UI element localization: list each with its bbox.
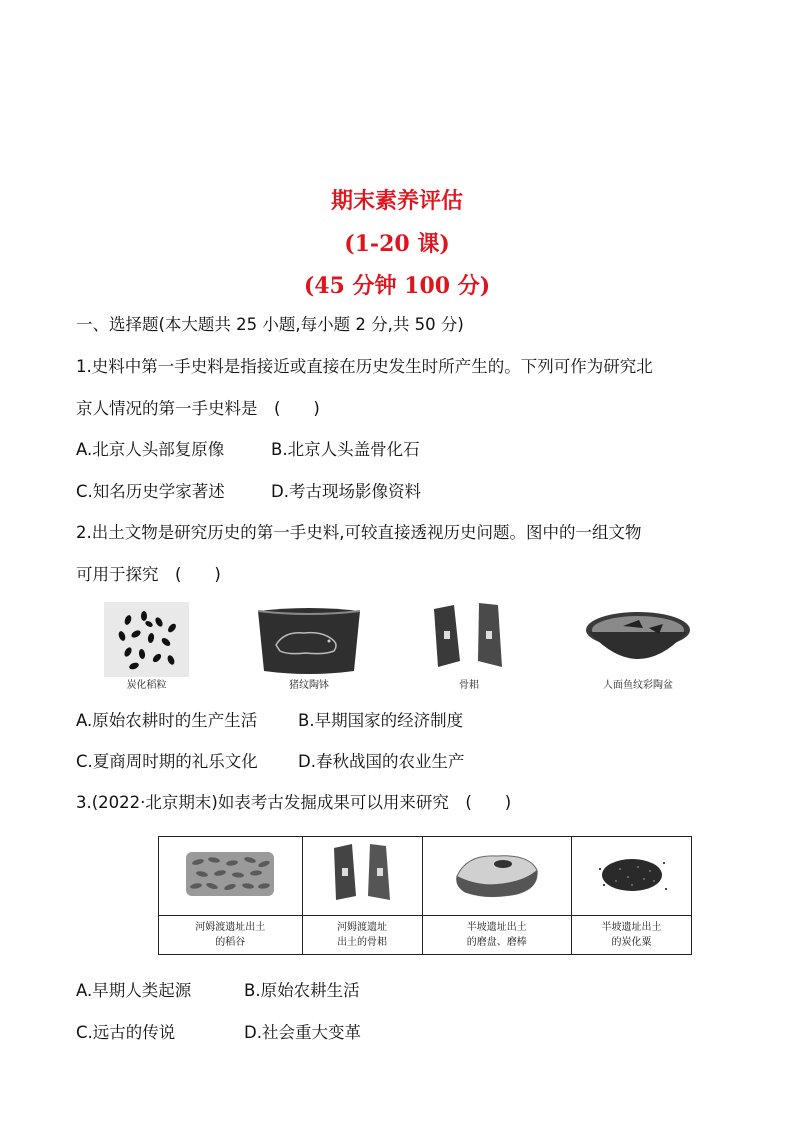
millstone-image: [447, 844, 547, 904]
q1-option-d[interactable]: D.考古现场影像资料: [271, 482, 421, 501]
section-heading: 一、选择题(本大题共 25 小题,每小题 2 分,共 50 分): [76, 315, 464, 334]
pig-pattern-bowl-image: [254, 605, 364, 677]
q3-cell-millstone: [422, 837, 572, 916]
q3-stem: 3.(2022·北京期末)如表考古发掘成果可以用来研究 ( ): [76, 793, 512, 812]
caption-carbonized-rice: 炭化稻粒: [126, 680, 167, 691]
q1-stem-line1: 1.史料中第一手史料是指接近或直接在历史发生时所产生的。下列可作为研究北: [76, 357, 653, 376]
q2-options-row2: [76, 751, 464, 773]
q2-option-a[interactable]: A.原始农耕时的生产生活: [76, 711, 258, 730]
q2-option-d[interactable]: D.春秋战国的农业生产: [298, 752, 465, 771]
q2-stem-line1: 2.出土文物是研究历史的第一手史料,可较直接透视历史问题。图中的一组文物: [76, 523, 642, 542]
q1-options-row1: [76, 439, 420, 461]
bone-spade-image-2: [322, 840, 402, 908]
q3-caption-spade: 河姆渡遗址 出土的骨耜: [302, 916, 422, 955]
q3-option-b[interactable]: B.原始农耕生活: [244, 981, 360, 1000]
q2-stem-line2: 可用于探究 ( ): [76, 565, 221, 584]
q3-cell-spade: [302, 837, 422, 916]
time-score: (45 分钟 100 分): [303, 273, 491, 299]
q2-option-c[interactable]: C.夏商周时期的礼乐文化: [76, 752, 258, 771]
q3-cell-rice: [159, 837, 303, 916]
caption-bone-spade: 骨耜: [459, 680, 479, 691]
caption-pig-bowl: 猪纹陶钵: [289, 680, 329, 691]
q3-options-row1: [76, 980, 360, 1002]
carbonized-millet-image: [592, 849, 672, 899]
lesson-range: (1-20 课): [344, 231, 450, 257]
bone-spade-image: [424, 601, 514, 677]
q1-options-row2: [76, 481, 421, 503]
q1-option-b[interactable]: B.北京人头盖骨化石: [271, 440, 420, 459]
q3-options-row2: [76, 1022, 361, 1044]
q2-option-b[interactable]: B.早期国家的经济制度: [298, 711, 464, 730]
face-fish-basin-image: [583, 608, 693, 676]
rice-grains-image: [182, 846, 278, 902]
q1-stem-line2: 京人情况的第一手史料是 ( ): [76, 399, 320, 418]
carbonized-rice-image: [104, 602, 189, 677]
q1-option-a[interactable]: A.北京人头部复原像: [76, 440, 225, 459]
q3-caption-rice: 河姆渡遗址出土 的稻谷: [159, 916, 303, 955]
q3-option-d[interactable]: D.社会重大变革: [244, 1023, 361, 1042]
q3-caption-millet: 半坡遗址出土 的炭化粟: [572, 916, 692, 955]
q3-artifact-table: [158, 836, 692, 955]
exam-title: 期末素养评估: [330, 188, 463, 214]
q3-caption-millstone: 半坡遗址出土 的磨盘、磨棒: [422, 916, 572, 955]
q3-cell-millet: [572, 837, 692, 916]
q2-options-row1: [76, 710, 463, 732]
caption-fish-basin: 人面鱼纹彩陶盆: [603, 680, 673, 691]
q1-option-c[interactable]: C.知名历史学家著述: [76, 482, 225, 501]
q3-option-c[interactable]: C.远古的传说: [76, 1023, 176, 1042]
q3-option-a[interactable]: A.早期人类起源: [76, 981, 192, 1000]
